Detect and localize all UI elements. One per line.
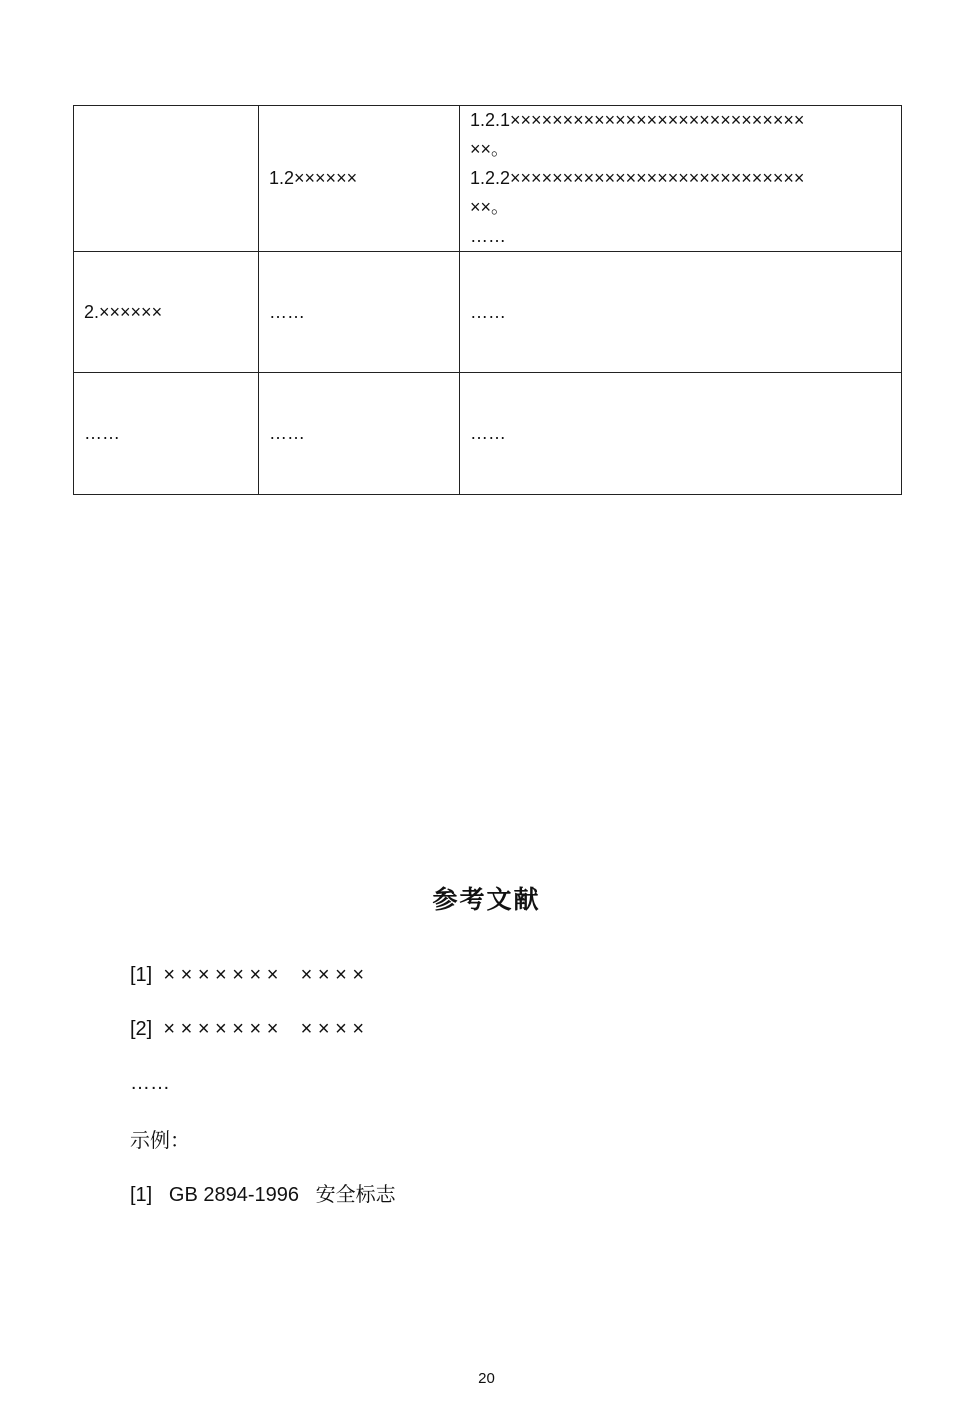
references-list [130, 958, 890, 1232]
table-cell [74, 106, 259, 252]
cell-line: 1.2.1×××××××××××××××××××××××××××× [470, 110, 805, 130]
content-table [73, 105, 902, 495]
example-item: [1] GB 2894-1996 安全标志 [130, 1184, 396, 1206]
page-number: 20 [478, 1370, 495, 1387]
reference-item: …… [130, 1072, 170, 1094]
reference-item: [2] × × × × × × × × × × × [130, 1018, 365, 1040]
table-cell: …… [259, 252, 460, 373]
table-cell: 2.×××××× [74, 252, 259, 373]
reference-item: [1] × × × × × × × × × × × [130, 964, 365, 986]
table-cell: …… [259, 373, 460, 495]
table-row [74, 373, 902, 495]
table-cell: …… [460, 373, 902, 495]
table-row [74, 106, 902, 252]
example-label: 示例： [130, 1130, 190, 1152]
references-title: 参考文献 [432, 885, 541, 914]
table-cell: …… [460, 252, 902, 373]
cell-line: ××。 [470, 139, 510, 159]
cell-line: ××。 [470, 197, 510, 217]
table-row [74, 252, 902, 373]
cell-line: 1.2.2×××××××××××××××××××××××××××× [470, 168, 805, 188]
table-cell: 1.2×××××× [259, 106, 460, 252]
cell-line: …… [470, 226, 506, 246]
table-cell: …… [74, 373, 259, 495]
table-cell [460, 106, 902, 252]
